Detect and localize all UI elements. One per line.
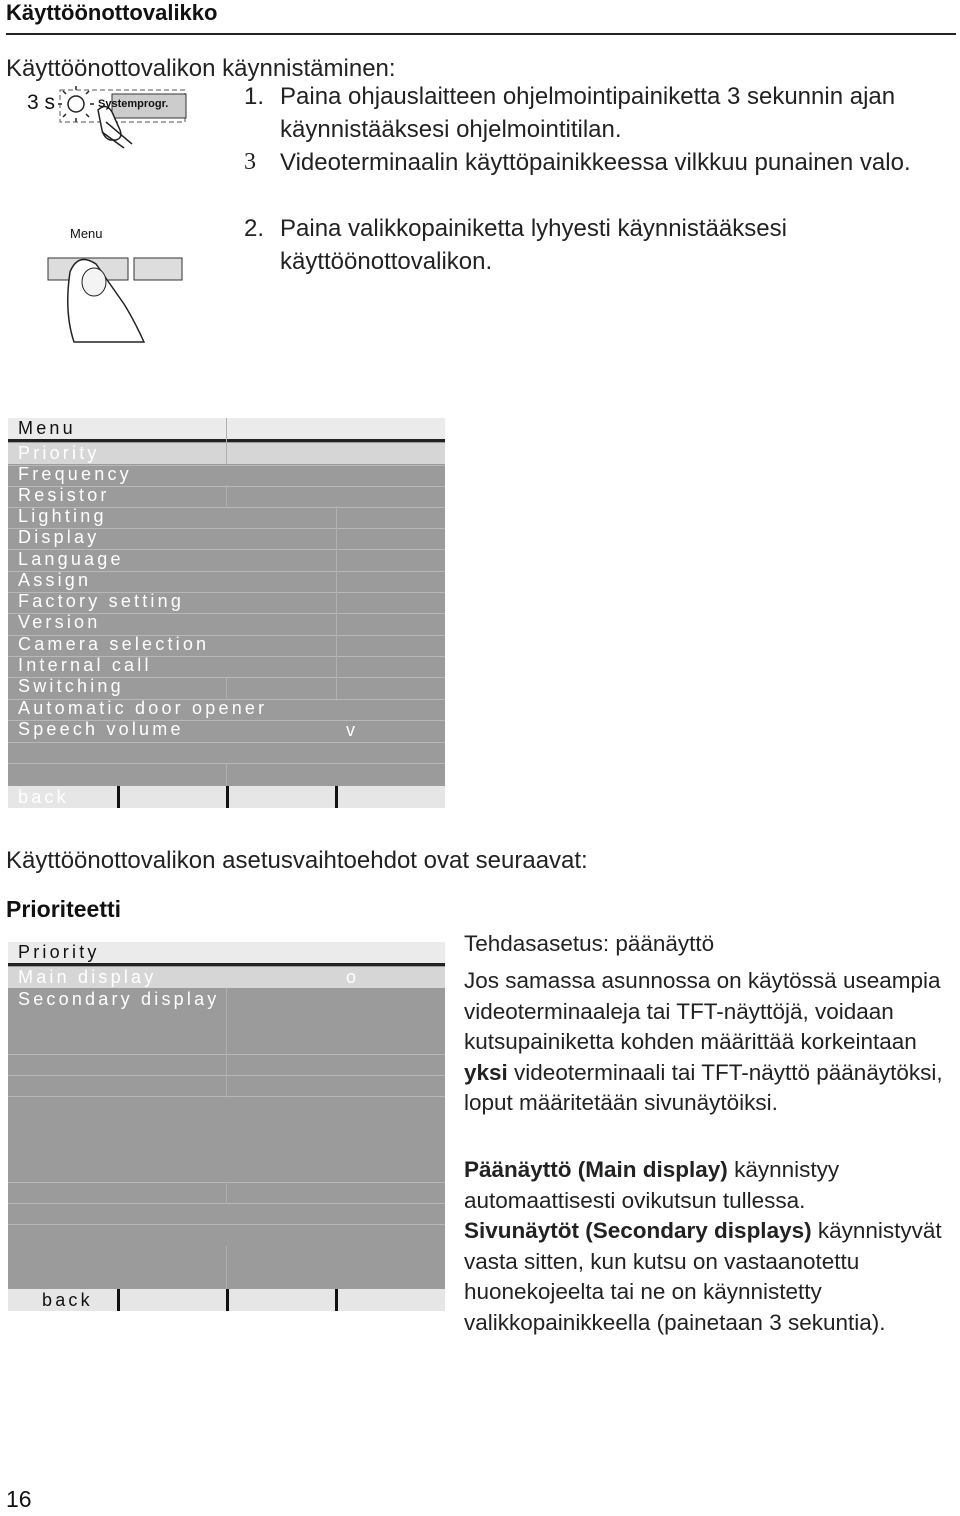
step-note (244, 146, 954, 212)
step-text: Paina ohjauslaitteen ohjelmointipainiketta 3 sekunnin ajan käynnistääksesi ohjelmointitilan. (280, 83, 896, 143)
softkey-divider (226, 1289, 229, 1311)
menu-item-language[interactable]: Language (18, 549, 124, 569)
softkey-divider (335, 1289, 338, 1311)
description-paragraph-3: Sivunäytöt (Secondary displays) käynnistyvät vasta sitten, kun kutsu on vastaanotettu huonekojeelta tai ne on käynnistetty valikkopainikkeella (painetaan 3 sekuntia). (464, 1218, 942, 1335)
description-paragraph-1: Jos samassa asunnossa on käytössä useampia videoterminaaleja tai TFT-näyttöjä, voidaan kutsupainiketta kohden määrittää korkeintaan yksi videoterminaali tai TFT-näyttö päänäytöksi, loput määritetään sivunäytöiksi. (464, 968, 943, 1115)
step-text: Videoterminaalin käyttöpainikkeessa vilkkuu punainen valo. (280, 149, 911, 176)
priority-title-row (8, 942, 445, 963)
priority-screen (8, 942, 445, 1311)
softkey-divider (335, 786, 338, 808)
menu-item-resistor[interactable]: Resistor (18, 485, 110, 505)
priority-bottom-bar (8, 1289, 445, 1311)
menu-title: Menu (18, 418, 76, 438)
menu-item-frequency[interactable]: Frequency (18, 464, 132, 484)
header-rule (6, 33, 956, 35)
hand-press-icon (20, 82, 240, 347)
menu-screen (8, 418, 445, 808)
step-number: 3 (244, 149, 256, 175)
back-button[interactable]: back (42, 1290, 93, 1310)
control-illustration (20, 82, 240, 347)
menu-item-lighting[interactable]: Lighting (18, 506, 107, 526)
selected-indicator: o (346, 967, 357, 987)
section-title: Prioriteetti (6, 896, 122, 922)
softkey-divider (117, 1289, 120, 1311)
back-button[interactable]: back (18, 787, 69, 807)
softkey-divider (226, 786, 229, 808)
menu-item-automatic-door-opener[interactable]: Automatic door opener (18, 698, 268, 718)
menu-item-speech-volume[interactable]: Speech volume (18, 719, 184, 739)
priority-title-divider (8, 963, 445, 966)
step-2 (244, 212, 954, 278)
step-text: Paina valikkopainiketta lyhyesti käynnistääksesi käyttöönottovalikon. (280, 215, 787, 275)
menu-item-priority[interactable]: Priority (8, 443, 445, 464)
priority-item-main-display[interactable]: Main display (8, 967, 445, 988)
page-header-title: Käyttöönottovalikko (6, 0, 218, 25)
description-paragraph-2: Päänäyttö (Main display) käynnistyy automaattisesti ovikutsun tullessa. (464, 1157, 840, 1213)
menu-button-label: Menu (70, 226, 103, 241)
menu-item-internal-call[interactable]: Internal call (18, 655, 152, 675)
menu-item-switching[interactable]: Switching (18, 676, 124, 696)
softkey-divider (117, 786, 120, 808)
page-number: 16 (6, 1486, 32, 1512)
menu-item-camera-selection[interactable]: Camera selection (18, 634, 210, 654)
step-number: 2. (244, 215, 265, 242)
hold-time-label: 3 s (27, 91, 56, 114)
menu-item-version[interactable]: Version (18, 612, 101, 632)
scroll-down-indicator: v (346, 720, 355, 740)
default-setting: Tehdasasetus: päänäyttö (464, 931, 715, 956)
intro-heading: Käyttöönottovalikon käynnistäminen: (6, 55, 396, 82)
priority-title: Priority (18, 942, 100, 962)
menu-item-assign[interactable]: Assign (18, 570, 92, 590)
systemprogr-button-label: Systemprogr. (98, 98, 169, 110)
options-intro: Käyttöönottovalikon asetusvaihtoehdot ovat seuraavat: (6, 847, 588, 874)
step-1 (244, 80, 954, 146)
priority-item-secondary-display[interactable]: Secondary display (18, 989, 220, 1009)
menu-item-factory-setting[interactable]: Factory setting (18, 591, 185, 611)
menu-item-display[interactable]: Display (18, 527, 100, 547)
step-number: 1. (244, 83, 265, 110)
menu-bottom-bar (8, 786, 445, 808)
